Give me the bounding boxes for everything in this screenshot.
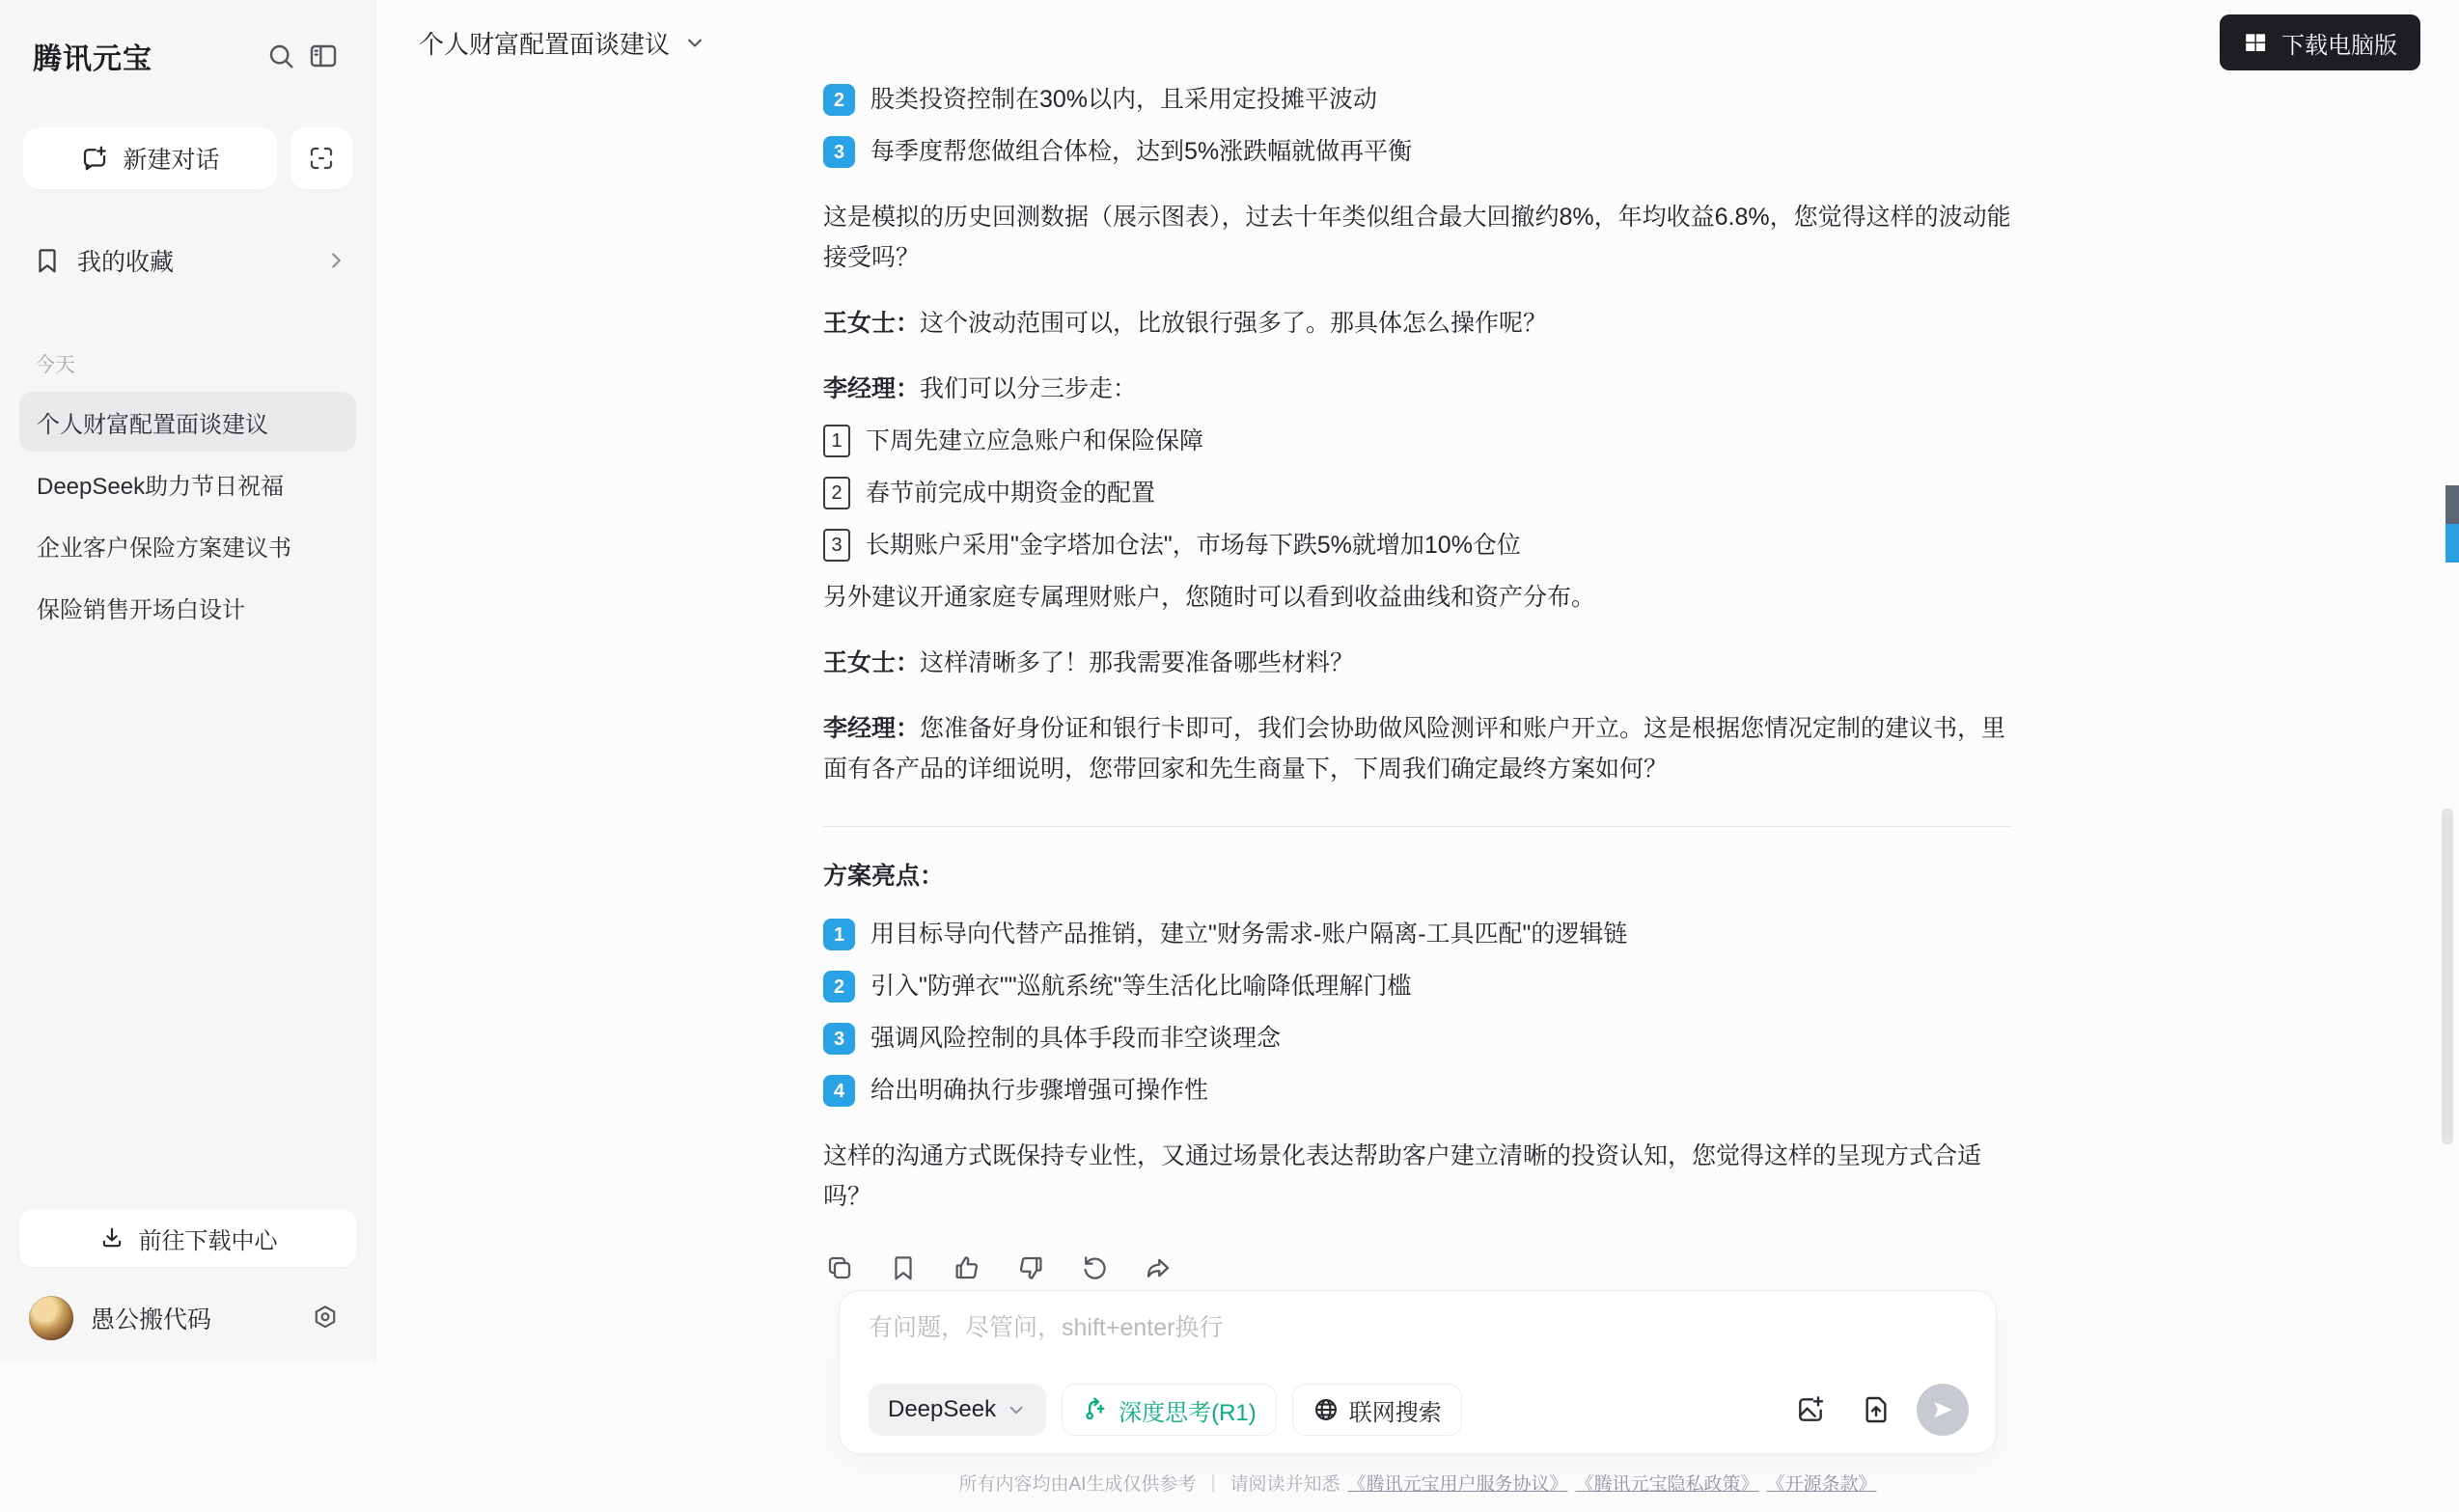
search-icon bbox=[265, 41, 296, 71]
highlights-title: 方案亮点： bbox=[823, 863, 945, 890]
bookmark-icon bbox=[33, 246, 62, 275]
bookmark-icon bbox=[889, 1253, 918, 1282]
screenshot-frame-icon bbox=[307, 144, 336, 173]
file-upload-icon bbox=[1861, 1394, 1892, 1425]
refresh-icon bbox=[1080, 1253, 1109, 1282]
number-badge: 2 bbox=[823, 84, 855, 116]
disclaimer-text: 所有内容均由AI生成仅供参考 bbox=[958, 1473, 1197, 1495]
speaker-name: 王女士： bbox=[823, 310, 921, 337]
numbered-item: 2 股类投资控制在30%以内，且采用定投摊平波动 bbox=[823, 79, 2012, 120]
download-desktop-label: 下载电脑版 bbox=[2281, 32, 2397, 59]
sidebar-item-chat[interactable]: DeepSeek助力节日祝福 bbox=[37, 473, 285, 500]
assistant-message bbox=[823, 79, 2012, 1290]
speaker-name: 李经理： bbox=[823, 375, 921, 402]
deep-think-label: 深度思考(R1) bbox=[1119, 1399, 1257, 1426]
new-chat-label: 新建对话 bbox=[123, 147, 220, 174]
terms-link[interactable]: 《腾讯元宝用户服务协议》 bbox=[1347, 1473, 1568, 1495]
section-label-today: 今天 bbox=[35, 354, 75, 376]
footer-separator: ｜ bbox=[1203, 1473, 1223, 1495]
footer-disclaimer bbox=[376, 1462, 2459, 1512]
dialogue-line: 王女士：这样清晰多了！那我需要准备哪些材料？ bbox=[823, 649, 1355, 676]
speaker-name: 王女士： bbox=[823, 649, 921, 676]
opensource-link[interactable]: 《开源条款》 bbox=[1766, 1473, 1877, 1495]
sidebar-item-favorites[interactable] bbox=[33, 234, 348, 288]
avatar bbox=[29, 1296, 73, 1340]
deepseek-think-icon bbox=[1082, 1396, 1109, 1423]
settings-icon bbox=[310, 1303, 341, 1333]
numbered-item: 3 每季度帮您做组合体检，达到5%涨跌幅就做再平衡 bbox=[823, 131, 2012, 172]
favorites-label: 我的收藏 bbox=[77, 249, 175, 276]
copy-button[interactable] bbox=[817, 1246, 862, 1290]
message-paragraph: 这样的沟通方式既保持专业性，又通过场景化表达帮助客户建立清晰的投资认知，您觉得这样的呈现方式合适吗？ bbox=[823, 1142, 1982, 1210]
app-logo: 腾讯元宝 bbox=[33, 43, 152, 75]
step-number-badge: 3 bbox=[823, 529, 850, 562]
step-item: 1 下周先建立应急账户和保险保障 bbox=[823, 421, 2012, 461]
message-paragraph: 另外建议开通家庭专属理财账户，您随时可以看到收益曲线和资产分布。 bbox=[823, 584, 1596, 611]
highlight-item: 3 强调风险控制的具体手段而非空谈理念 bbox=[823, 1018, 2012, 1058]
new-chat-row bbox=[23, 127, 352, 189]
dialogue-line: 李经理：我们可以分三步走： bbox=[823, 375, 1138, 402]
web-search-label: 联网搜索 bbox=[1348, 1399, 1442, 1426]
privacy-link[interactable]: 《腾讯元宝隐私政策》 bbox=[1575, 1473, 1759, 1495]
composer bbox=[839, 1290, 1997, 1454]
upload-file-button[interactable] bbox=[1851, 1385, 1901, 1435]
page-title: 个人财富配置面谈建议 bbox=[419, 29, 671, 59]
add-image-button[interactable] bbox=[1785, 1385, 1836, 1435]
download-center-button[interactable] bbox=[19, 1209, 356, 1267]
regenerate-button[interactable] bbox=[1072, 1246, 1117, 1290]
dislike-button[interactable] bbox=[1008, 1246, 1053, 1290]
step-number-badge: 2 bbox=[823, 477, 850, 509]
collapse-sidebar-button[interactable] bbox=[302, 35, 345, 77]
highlight-item: 1 用目标导向代替产品推销，建立"财务需求-账户隔离-工具匹配"的逻辑链 bbox=[823, 914, 2012, 954]
sidebar bbox=[0, 0, 376, 1361]
highlight-item: 2 引入"防弹衣""巡航系统"等生活化比喻降低理解门槛 bbox=[823, 966, 2012, 1006]
sidebar-item-chat[interactable]: 保险销售开场白设计 bbox=[37, 596, 245, 623]
topbar bbox=[376, 0, 2459, 85]
download-icon bbox=[98, 1224, 125, 1251]
number-badge: 2 bbox=[823, 971, 855, 1003]
step-item: 3 长期账户采用"金字塔加仓法"，市场每下跌5%就增加10%仓位 bbox=[823, 525, 2012, 565]
sidebar-header bbox=[33, 35, 345, 77]
message-input[interactable] bbox=[869, 1314, 1969, 1342]
sidebar-bottom bbox=[19, 1209, 356, 1340]
footer-notice: 请阅读并知悉 bbox=[1230, 1473, 1340, 1495]
share-icon bbox=[1144, 1253, 1173, 1282]
user-name: 愚公搬代码 bbox=[91, 1306, 212, 1333]
model-label: DeepSeek bbox=[888, 1396, 997, 1422]
side-float-widget[interactable] bbox=[2445, 485, 2459, 563]
message-actions bbox=[817, 1246, 2012, 1290]
panel-toggle-icon bbox=[308, 41, 339, 71]
globe-icon bbox=[1312, 1396, 1340, 1423]
sidebar-item-chat[interactable]: 个人财富配置面谈建议 bbox=[19, 392, 356, 452]
send-button[interactable] bbox=[1917, 1384, 1969, 1436]
share-button[interactable] bbox=[1136, 1246, 1180, 1290]
number-badge: 3 bbox=[823, 1023, 855, 1055]
web-search-toggle[interactable] bbox=[1292, 1384, 1462, 1436]
chevron-down-icon bbox=[1006, 1399, 1027, 1420]
new-chat-button[interactable] bbox=[23, 127, 277, 189]
message-paragraph: 这是模拟的历史回测数据（展示图表），过去十年类似组合最大回撤约8%，年均收益6.8%，您觉得这样的波动能接受吗？ bbox=[823, 204, 2011, 271]
composer-wrap bbox=[376, 1290, 2459, 1462]
like-button[interactable] bbox=[945, 1246, 989, 1290]
bookmark-button[interactable] bbox=[881, 1246, 926, 1290]
sidebar-item-chat[interactable]: 企业客户保险方案建议书 bbox=[37, 535, 291, 562]
speaker-name: 李经理： bbox=[823, 715, 921, 742]
model-selector[interactable] bbox=[869, 1384, 1046, 1436]
number-badge: 3 bbox=[823, 136, 855, 168]
copy-icon bbox=[825, 1253, 854, 1282]
chevron-right-icon bbox=[323, 248, 348, 273]
screenshot-button[interactable] bbox=[290, 127, 352, 189]
dialogue-line: 李经理：您准备好身份证和银行卡即可，我们会协助做风险测评和账户开立。这是根据您情况定制的建议书，里面有各产品的详细说明，您带回家和先生商量下，下周我们确定最终方案如何？ bbox=[823, 715, 2006, 783]
conversation-title-dropdown[interactable] bbox=[419, 25, 706, 61]
settings-button[interactable] bbox=[304, 1297, 346, 1339]
thumbs-up-icon bbox=[953, 1253, 981, 1282]
step-item: 2 春节前完成中期资金的配置 bbox=[823, 473, 2012, 513]
thumbs-down-icon bbox=[1016, 1253, 1045, 1282]
chevron-down-icon bbox=[683, 31, 706, 54]
deep-think-toggle[interactable] bbox=[1062, 1384, 1277, 1436]
download-center-label: 前往下载中心 bbox=[138, 1227, 278, 1254]
search-button[interactable] bbox=[260, 35, 302, 77]
image-add-icon bbox=[1795, 1394, 1826, 1425]
download-desktop-button[interactable] bbox=[2220, 14, 2420, 70]
highlight-item: 4 给出明确执行步骤增强可操作性 bbox=[823, 1070, 2012, 1111]
number-badge: 1 bbox=[823, 919, 855, 950]
number-badge: 4 bbox=[823, 1075, 855, 1107]
main-area bbox=[376, 0, 2459, 1495]
windows-icon bbox=[2243, 30, 2268, 55]
composer-toolbar bbox=[869, 1384, 1969, 1436]
step-number-badge: 1 bbox=[823, 425, 850, 457]
user-row[interactable] bbox=[19, 1296, 356, 1340]
scrollbar-thumb[interactable] bbox=[2442, 809, 2453, 1144]
send-icon bbox=[1930, 1397, 1955, 1422]
message-divider bbox=[823, 826, 2012, 827]
new-chat-icon bbox=[80, 144, 109, 173]
chat-scroll-area[interactable] bbox=[376, 85, 2459, 1290]
dialogue-line: 王女士：这个波动范围可以，比放银行强多了。那具体怎么操作呢？ bbox=[823, 310, 1548, 337]
